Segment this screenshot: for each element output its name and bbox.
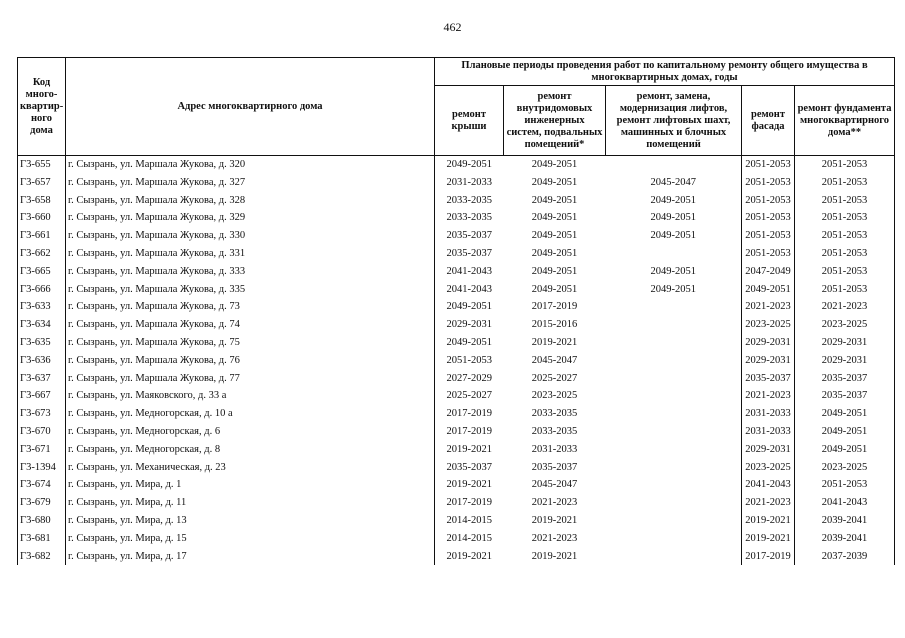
- header-facade: ремонт фасада: [742, 86, 795, 156]
- row-code: Г3-671: [18, 441, 66, 459]
- page-number: 462: [443, 20, 462, 34]
- row-code: Г3-673: [18, 405, 66, 423]
- header-lifts: ремонт, замена, модернизация лифтов, ремонт лифтовых шахт, машинных и блочных помещений: [606, 86, 742, 156]
- row-foundation-period: 2051-2053: [795, 476, 895, 494]
- row-systems-period: 2035-2037: [531, 461, 578, 473]
- row-address: г. Сызрань, ул. Маршала Жукова, д. 329: [66, 209, 435, 227]
- row-facade-period: 2029-2031: [742, 441, 795, 459]
- table-row: [18, 494, 895, 512]
- row-code: Г3-657: [18, 174, 66, 192]
- table-row: [18, 263, 895, 281]
- row-code: Г3-679: [18, 494, 66, 512]
- row-lifts-period: [606, 370, 742, 388]
- row-roof-period: 2014-2015: [435, 512, 504, 530]
- table-body: [18, 156, 895, 566]
- row-lifts-period: 2049-2051: [650, 283, 696, 295]
- row-code: Г3-636: [18, 352, 66, 370]
- row-foundation-period: 2049-2051: [795, 405, 895, 423]
- table-row: [18, 459, 895, 477]
- row-code: Г3-658: [18, 192, 66, 210]
- row-address: г. Сызрань, ул. Мира, д. 1: [66, 476, 435, 494]
- row-systems-period: 2017-2019: [531, 301, 578, 313]
- row-facade-period: 2051-2053: [742, 192, 795, 210]
- row-lifts-period: [606, 494, 742, 512]
- row-foundation-period: 2051-2053: [795, 227, 895, 245]
- row-address: г. Сызрань, ул. Маршала Жукова, д. 333: [66, 263, 435, 281]
- row-facade-period: 2031-2033: [742, 405, 795, 423]
- row-foundation-period: 2029-2031: [795, 352, 895, 370]
- row-lifts-period: 2049-2051: [650, 212, 696, 224]
- table-row: [18, 227, 895, 245]
- capital-repair-table: [17, 57, 895, 565]
- row-facade-period: 2021-2023: [742, 387, 795, 405]
- row-address: г. Сызрань, ул. Маршала Жукова, д. 330: [66, 227, 435, 245]
- row-facade-period: 2031-2033: [742, 423, 795, 441]
- row-facade-period: 2017-2019: [742, 548, 795, 566]
- row-code: Г3-680: [18, 512, 66, 530]
- row-foundation-period: 2051-2053: [795, 263, 895, 281]
- row-lifts-period: [606, 245, 742, 263]
- row-roof-period: 2029-2031: [435, 316, 504, 334]
- row-systems-period: 2049-2051: [531, 283, 578, 295]
- row-facade-period: 2029-2031: [742, 334, 795, 352]
- row-address: г. Сызрань, ул. Маршала Жукова, д. 335: [66, 281, 435, 299]
- row-roof-period: 2035-2037: [435, 459, 504, 477]
- row-roof-period: 2035-2037: [435, 245, 504, 263]
- row-roof-period: 2049-2051: [435, 334, 504, 352]
- row-address: г. Сызрань, ул. Маршала Жукова, д. 320: [66, 156, 435, 174]
- row-foundation-period: 2035-2037: [795, 387, 895, 405]
- table-row: [18, 281, 895, 299]
- row-code: Г3-662: [18, 245, 66, 263]
- row-facade-period: 2021-2023: [742, 298, 795, 316]
- header-roof: ремонт крыши: [435, 86, 504, 156]
- row-roof-period: 2027-2029: [435, 370, 504, 388]
- row-address: г. Сызрань, ул. Медногорская, д. 8: [66, 441, 435, 459]
- row-address: г. Сызрань, ул. Мира, д. 15: [66, 530, 435, 548]
- row-systems-period: 2033-2035: [531, 408, 578, 420]
- table-row: [18, 441, 895, 459]
- row-roof-period: 2031-2033: [435, 174, 504, 192]
- row-facade-period: 2035-2037: [742, 370, 795, 388]
- row-code: Г3-666: [18, 281, 66, 299]
- row-foundation-period: 2051-2053: [795, 174, 895, 192]
- row-lifts-period: [606, 316, 742, 334]
- row-address: г. Сызрань, ул. Маршала Жукова, д. 75: [66, 334, 435, 352]
- table-row: [18, 245, 895, 263]
- row-facade-period: 2029-2031: [742, 352, 795, 370]
- row-code: Г3-670: [18, 423, 66, 441]
- row-foundation-period: 2037-2039: [795, 548, 895, 566]
- row-foundation-period: 2051-2053: [795, 156, 895, 174]
- row-roof-period: 2041-2043: [435, 263, 504, 281]
- row-lifts-period: [606, 548, 742, 566]
- row-lifts-period: [606, 459, 742, 477]
- row-lifts-period: [606, 156, 742, 174]
- row-systems-period: 2033-2035: [531, 425, 578, 437]
- row-foundation-period: 2041-2043: [795, 494, 895, 512]
- row-systems-period: 2019-2021: [531, 514, 578, 526]
- table-row: [18, 370, 895, 388]
- row-lifts-period: [606, 298, 742, 316]
- row-address: г. Сызрань, ул. Маршала Жукова, д. 73: [66, 298, 435, 316]
- row-systems-period: 2031-2033: [531, 443, 578, 455]
- row-foundation-period: 2051-2053: [795, 245, 895, 263]
- row-foundation-period: 2049-2051: [795, 423, 895, 441]
- row-foundation-period: 2051-2053: [795, 192, 895, 210]
- row-systems-period: 2049-2051: [531, 176, 578, 188]
- row-address: г. Сызрань, ул. Маршала Жукова, д. 328: [66, 192, 435, 210]
- row-code: Г3-681: [18, 530, 66, 548]
- row-foundation-period: 2023-2025: [795, 459, 895, 477]
- table-row: [18, 174, 895, 192]
- row-code: Г3-674: [18, 476, 66, 494]
- row-facade-period: 2023-2025: [742, 316, 795, 334]
- row-systems-period: 2049-2051: [531, 230, 578, 242]
- row-foundation-period: 2023-2025: [795, 316, 895, 334]
- row-lifts-period: [606, 512, 742, 530]
- row-systems-period: 2015-2016: [531, 319, 578, 331]
- row-facade-period: 2049-2051: [742, 281, 795, 299]
- row-roof-period: 2049-2051: [435, 156, 504, 174]
- row-code: Г3-661: [18, 227, 66, 245]
- row-systems-period: 2049-2051: [531, 265, 578, 277]
- row-lifts-period: 2049-2051: [650, 194, 696, 206]
- row-code: Г3-655: [18, 156, 66, 174]
- row-roof-period: 2017-2019: [435, 494, 504, 512]
- row-roof-period: 2019-2021: [435, 476, 504, 494]
- header-address: Адрес многоквартирного дома: [66, 58, 435, 156]
- table-row: [18, 298, 895, 316]
- row-code: Г3-682: [18, 548, 66, 566]
- row-roof-period: 2019-2021: [435, 548, 504, 566]
- row-systems-period: 2019-2021: [531, 336, 578, 348]
- table-row: [18, 423, 895, 441]
- row-facade-period: 2051-2053: [742, 227, 795, 245]
- row-facade-period: 2021-2023: [742, 494, 795, 512]
- row-foundation-period: 2039-2041: [795, 530, 895, 548]
- table-row: [18, 405, 895, 423]
- row-facade-period: 2041-2043: [742, 476, 795, 494]
- row-systems-period: 2019-2021: [531, 550, 578, 562]
- table-row: [18, 156, 895, 174]
- row-facade-period: 2023-2025: [742, 459, 795, 477]
- row-lifts-period: [606, 530, 742, 548]
- row-roof-period: 2025-2027: [435, 387, 504, 405]
- row-address: г. Сызрань, ул. Маршала Жукова, д. 76: [66, 352, 435, 370]
- row-lifts-period: 2049-2051: [650, 230, 696, 242]
- table-row: [18, 387, 895, 405]
- row-facade-period: 2051-2053: [742, 156, 795, 174]
- row-code: Г3-667: [18, 387, 66, 405]
- row-systems-period: 2049-2051: [531, 247, 578, 259]
- row-code: Г3-634: [18, 316, 66, 334]
- table-row: [18, 209, 895, 227]
- header-systems: ремонт внутридомовых инженерных систем, подвальных помещений*: [504, 86, 606, 156]
- row-lifts-period: [606, 387, 742, 405]
- row-systems-period: 2049-2051: [531, 159, 578, 170]
- row-address: г. Сызрань, ул. Маршала Жукова, д. 327: [66, 174, 435, 192]
- row-address: г. Сызрань, ул. Мира, д. 13: [66, 512, 435, 530]
- row-code: Г3-633: [18, 298, 66, 316]
- table-row: [18, 530, 895, 548]
- row-foundation-period: 2051-2053: [795, 209, 895, 227]
- row-systems-period: 2021-2023: [531, 532, 578, 544]
- row-roof-period: 2033-2035: [435, 209, 504, 227]
- row-systems-period: 2021-2023: [531, 497, 578, 509]
- row-code: Г3-665: [18, 263, 66, 281]
- row-address: г. Сызрань, ул. Маршала Жукова, д. 77: [66, 370, 435, 388]
- table-row: [18, 352, 895, 370]
- table-row: [18, 334, 895, 352]
- row-facade-period: 2051-2053: [742, 209, 795, 227]
- row-address: г. Сызрань, ул. Медногорская, д. 10 а: [66, 405, 435, 423]
- row-systems-period: 2023-2025: [531, 390, 578, 402]
- row-roof-period: 2017-2019: [435, 423, 504, 441]
- row-systems-period: 2025-2027: [531, 372, 578, 384]
- table-row: [18, 512, 895, 530]
- table-row: [18, 316, 895, 334]
- row-roof-period: 2051-2053: [435, 352, 504, 370]
- table-row: [18, 192, 895, 210]
- row-facade-period: 2051-2053: [742, 174, 795, 192]
- row-facade-period: 2051-2053: [742, 245, 795, 263]
- row-facade-period: 2019-2021: [742, 530, 795, 548]
- row-foundation-period: 2039-2041: [795, 512, 895, 530]
- row-facade-period: 2019-2021: [742, 512, 795, 530]
- row-address: г. Сызрань, ул. Мира, д. 17: [66, 548, 435, 566]
- table-row: [18, 476, 895, 494]
- header-periods: Плановые периоды проведения работ по капитальному ремонту общего имущества в многоквартирных домах, годы: [435, 58, 895, 86]
- row-lifts-period: 2049-2051: [650, 265, 696, 277]
- row-systems-period: 2045-2047: [531, 479, 578, 491]
- row-code: Г3-637: [18, 370, 66, 388]
- row-lifts-period: [606, 352, 742, 370]
- row-systems-period: 2049-2051: [531, 194, 578, 206]
- row-code: Г3-635: [18, 334, 66, 352]
- row-foundation-period: 2035-2037: [795, 370, 895, 388]
- row-roof-period: 2041-2043: [435, 281, 504, 299]
- header-code: Код много-квартир-ного дома: [18, 58, 66, 156]
- table-row: [18, 548, 895, 566]
- row-roof-period: 2035-2037: [435, 227, 504, 245]
- row-lifts-period: 2045-2047: [650, 176, 696, 188]
- row-roof-period: 2033-2035: [435, 192, 504, 210]
- row-lifts-period: [606, 334, 742, 352]
- row-lifts-period: [606, 405, 742, 423]
- row-address: г. Сызрань, ул. Маршала Жукова, д. 74: [66, 316, 435, 334]
- row-lifts-period: [606, 423, 742, 441]
- row-code: Г3-660: [18, 209, 66, 227]
- row-code: Г3-1394: [18, 459, 66, 477]
- row-lifts-period: [606, 441, 742, 459]
- row-address: г. Сызрань, ул. Маршала Жукова, д. 331: [66, 245, 435, 263]
- row-address: г. Сызрань, ул. Механическая, д. 23: [66, 459, 435, 477]
- row-foundation-period: 2021-2023: [795, 298, 895, 316]
- row-roof-period: 2049-2051: [435, 298, 504, 316]
- row-facade-period: 2047-2049: [742, 263, 795, 281]
- row-address: г. Сызрань, ул. Маяковского, д. 33 а: [66, 387, 435, 405]
- row-address: г. Сызрань, ул. Медногорская, д. 6: [66, 423, 435, 441]
- header-foundation: ремонт фундамента многоквартирного дома**: [795, 86, 895, 156]
- row-roof-period: 2014-2015: [435, 530, 504, 548]
- row-systems-period: 2045-2047: [531, 354, 578, 366]
- row-roof-period: 2019-2021: [435, 441, 504, 459]
- row-foundation-period: 2029-2031: [795, 334, 895, 352]
- row-foundation-period: 2051-2053: [795, 281, 895, 299]
- row-systems-period: 2049-2051: [531, 212, 578, 224]
- row-roof-period: 2017-2019: [435, 405, 504, 423]
- row-lifts-period: [606, 476, 742, 494]
- row-address: г. Сызрань, ул. Мира, д. 11: [66, 494, 435, 512]
- row-foundation-period: 2049-2051: [795, 441, 895, 459]
